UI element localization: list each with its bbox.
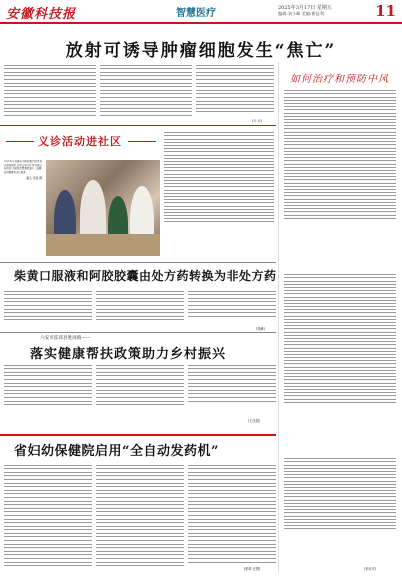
story2-headline: 柴黄口服液和阿胶胶囊由处方药转换为非处方药: [14, 269, 277, 283]
story4-column: [188, 462, 276, 570]
photo-caption: [4, 160, 42, 180]
story3-column: [188, 362, 276, 417]
section-title: 智慧医疗: [176, 8, 216, 19]
story3-column: [4, 362, 92, 417]
right-column-text: [284, 88, 396, 268]
story1-headline: 放射可诱导肿瘤细胞发生“焦亡”: [65, 41, 337, 61]
story2-column: [4, 288, 92, 328]
issue-editors: 编辑:刘小峰 美编:崔征利: [278, 11, 325, 16]
story4-byline: (张琪 汪慧): [244, 567, 261, 571]
story2-column: [188, 288, 276, 328]
story4-column: [4, 462, 92, 570]
story4-column: [96, 462, 184, 570]
event-banner: [0, 128, 160, 156]
story3-headline: 落实健康帮扶政策助力乡村振兴: [30, 347, 227, 362]
story3-kicker: 六安市霍邱县胜岗镇——: [40, 336, 91, 341]
story1-continuation: [164, 130, 274, 256]
story1-column: [196, 62, 274, 120]
right-column-text: [284, 456, 396, 562]
page-number: 11: [375, 2, 396, 20]
right-column-text: [284, 272, 396, 452]
right-column-byline: (李永安): [364, 567, 377, 571]
story1-column: [4, 62, 96, 120]
page-header: [0, 0, 402, 24]
newspaper-masthead: 安徽科技报: [6, 7, 77, 22]
issue-date: 2025年3月17日 星期五: [278, 5, 332, 11]
story2-byline: (郑峰): [256, 327, 265, 331]
event-banner-label: 义诊活动进社区: [38, 135, 122, 148]
story1-byline: (亓 太): [252, 119, 262, 123]
story3-byline: (王彦超): [248, 419, 261, 423]
photo-caption-text: 3月16日,安徽省中医院组织的党员志愿服务队来到合肥市社区开展义诊活动,为居民免费测量血压、血糖,提供健康咨询等服务。: [4, 160, 42, 174]
right-column-title: 如何治疗和预防中风: [290, 74, 389, 85]
story2-column: [96, 288, 184, 328]
photo-credit: 潘玉 李超 摄: [26, 176, 42, 181]
community-clinic-photo: [46, 160, 160, 256]
story3-column: [96, 362, 184, 417]
story1-column: [100, 62, 192, 120]
story4-headline: 省妇幼保健院启用“全自动发药机”: [14, 444, 219, 459]
